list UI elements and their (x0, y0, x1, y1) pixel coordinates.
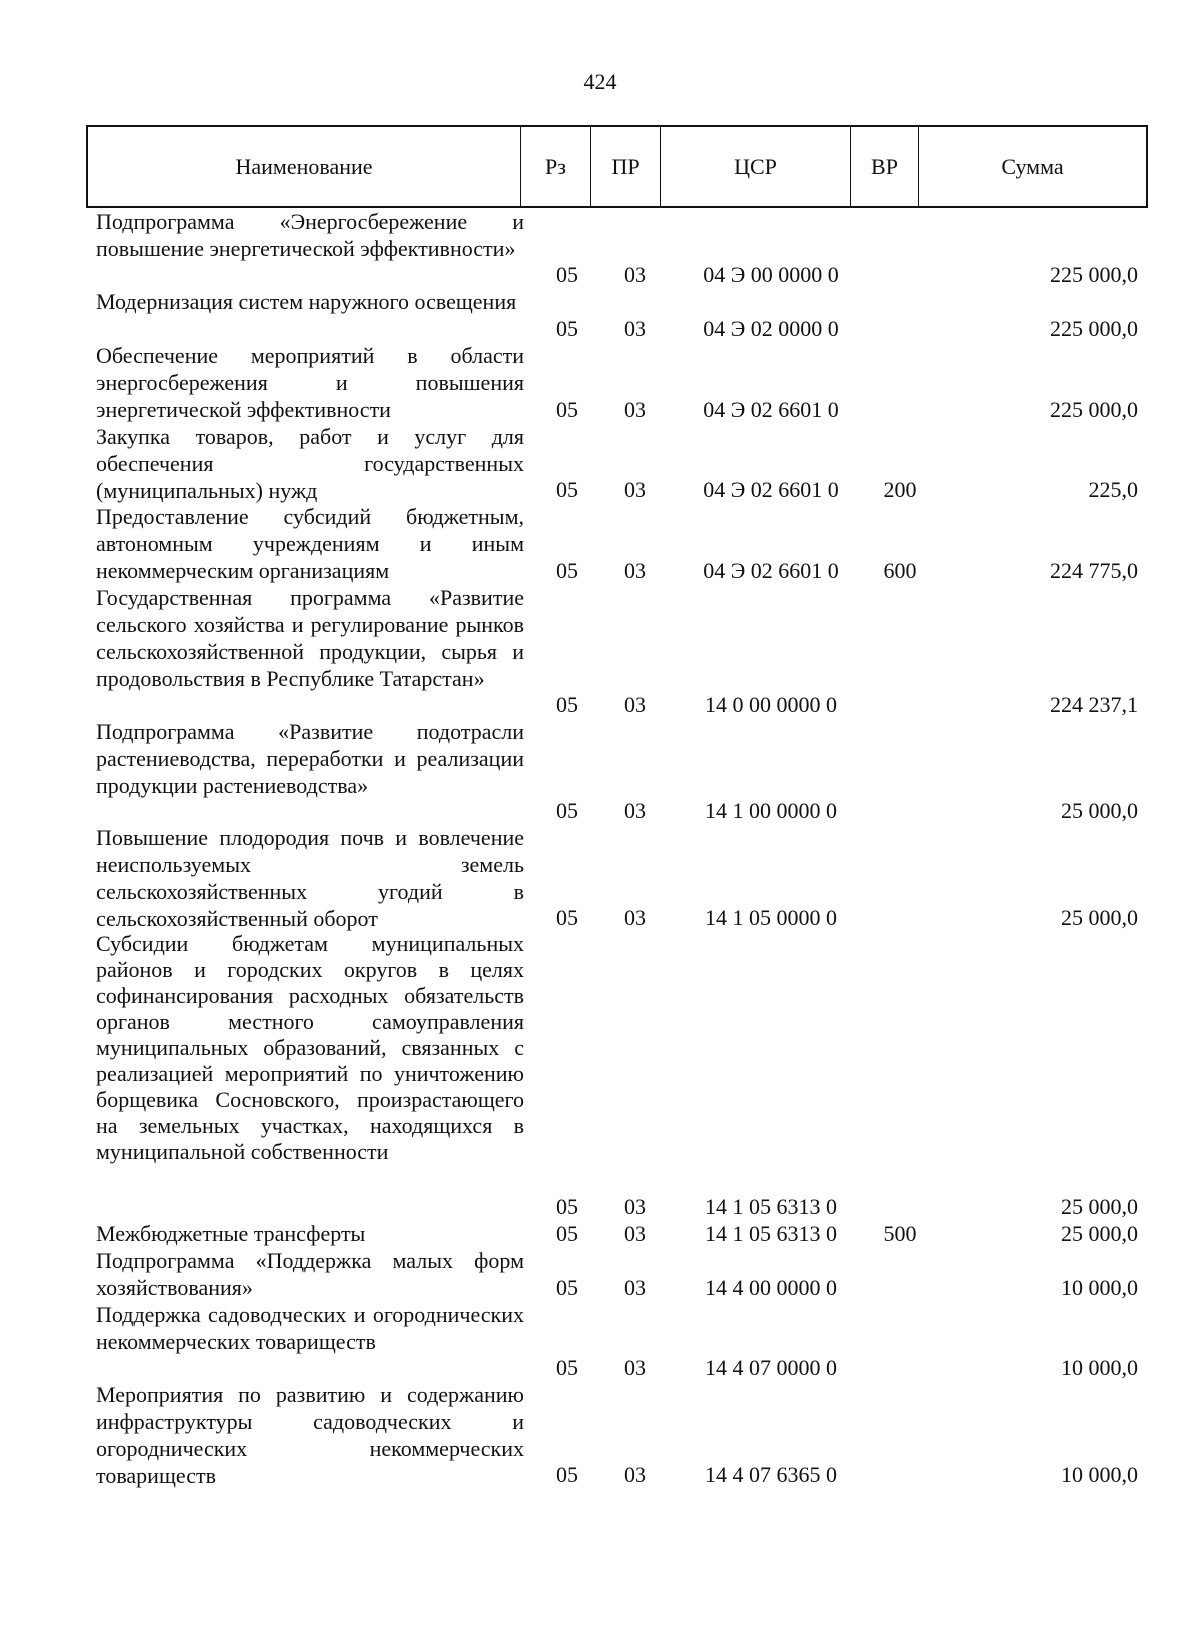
row-vr: 600 (883, 558, 917, 583)
row-rz: 05 (556, 692, 578, 717)
row-sum: 25 000,0 (1061, 1221, 1138, 1246)
row-name: Подпрограмма «Поддержка малых форм хозяйствования» (96, 1248, 524, 1300)
table-row (0, 1381, 1200, 1488)
table-row (0, 1247, 1200, 1301)
row-name: Мероприятия по развитию и содержанию инфраструктуры садоводческих и огороднических некоммерческих товариществ (96, 1382, 524, 1488)
row-csr: 04 Э 02 6601 0 (703, 477, 839, 502)
row-name: Повышение плодородия почв и вовлечение неиспользуемых земель сельскохозяйственных угодий в сельскохозяйственный оборот (96, 825, 524, 931)
page-number: 424 (583, 69, 617, 94)
row-name: Подпрограмма «Развитие подотрасли растениеводства, переработки и реализации продукции растениеводства» (96, 719, 524, 798)
table-row (0, 208, 1200, 288)
table-row (0, 423, 1200, 503)
table-row (0, 1220, 1200, 1247)
row-csr: 04 Э 02 0000 0 (703, 316, 839, 341)
row-rz: 05 (556, 558, 578, 583)
column-header-rz: Рз (521, 127, 591, 206)
column-header-pr: ПР (591, 127, 661, 206)
row-csr: 14 1 05 6313 0 (705, 1194, 837, 1219)
row-name: Поддержка садоводческих и огороднических некоммерческих товариществ (96, 1302, 524, 1354)
row-rz: 05 (556, 798, 578, 823)
row-rz: 05 (556, 397, 578, 422)
table-header (86, 125, 1148, 208)
table-row (0, 342, 1200, 423)
row-sum: 10 000,0 (1061, 1355, 1138, 1380)
row-sum: 225,0 (1088, 477, 1138, 502)
row-pr: 03 (624, 1462, 646, 1487)
row-sum: 225 000,0 (1050, 262, 1138, 287)
column-header-name: Наименование (88, 127, 521, 206)
row-sum: 224 237,1 (1050, 692, 1138, 717)
column-header-sum: Сумма (1001, 153, 1064, 179)
row-sum: 10 000,0 (1061, 1462, 1138, 1487)
table-row (0, 503, 1200, 584)
row-pr: 03 (624, 1355, 646, 1380)
row-csr: 14 1 00 0000 0 (705, 798, 837, 823)
row-pr: 03 (624, 477, 646, 502)
row-csr: 14 0 00 0000 0 (705, 692, 837, 717)
row-pr: 03 (624, 1221, 646, 1246)
row-name: Субсидии бюджетам муниципальных районов и городских округов в целях софинансирования расходных обязательств органов местного самоуправления муниципальных образований, связанных с реализацией мероприятий по уничтожению борщевика Сосновского, произрастающего на земельных участках, находящихся в муниципальной собственности (96, 931, 524, 1164)
row-pr: 03 (624, 1275, 646, 1300)
table-row (0, 584, 1200, 718)
row-sum: 225 000,0 (1050, 397, 1138, 422)
row-csr: 04 Э 00 0000 0 (703, 262, 839, 287)
row-sum: 25 000,0 (1061, 905, 1138, 930)
row-rz: 05 (556, 1355, 578, 1380)
row-sum: 25 000,0 (1061, 798, 1138, 823)
table-body (0, 208, 1200, 1488)
row-csr: 04 Э 02 6601 0 (703, 397, 839, 422)
row-pr: 03 (624, 1194, 646, 1219)
row-rz: 05 (556, 1275, 578, 1300)
row-rz: 05 (556, 1462, 578, 1487)
column-header-csr: ЦСР (661, 127, 851, 206)
row-csr: 14 1 05 0000 0 (705, 905, 837, 930)
row-rz: 05 (556, 262, 578, 287)
row-rz: 05 (556, 1194, 578, 1219)
row-name: Межбюджетные трансферты (96, 1221, 366, 1246)
row-csr: 14 4 07 6365 0 (705, 1462, 837, 1487)
row-pr: 03 (624, 316, 646, 341)
row-pr: 03 (624, 397, 646, 422)
row-csr: 14 1 05 6313 0 (705, 1221, 837, 1246)
row-sum: 25 000,0 (1061, 1194, 1138, 1219)
row-pr: 03 (624, 262, 646, 287)
row-sum: 10 000,0 (1061, 1275, 1138, 1300)
row-vr: 200 (883, 477, 917, 502)
row-sum: 224 775,0 (1050, 558, 1138, 583)
table-row (0, 1301, 1200, 1381)
row-name: Предоставление субсидий бюджетным, автономным учреждениям и иным некоммерческим организациям (96, 504, 524, 583)
row-vr: 500 (883, 1221, 917, 1246)
table-row (0, 288, 1200, 342)
table-row (0, 931, 1200, 1220)
row-pr: 03 (624, 692, 646, 717)
row-pr: 03 (624, 798, 646, 823)
row-rz: 05 (556, 316, 578, 341)
row-name: Модернизация систем наружного освещения (96, 289, 517, 314)
row-pr: 03 (624, 558, 646, 583)
row-name: Государственная программа «Развитие сельского хозяйства и регулирование рынков сельскохозяйственной продукции, сырья и продовольствия в Республике Татарстан» (96, 585, 524, 691)
row-name: Подпрограмма «Энергосбережение и повышение энергетической эффективности» (96, 209, 524, 261)
row-rz: 05 (556, 477, 578, 502)
row-rz: 05 (556, 1221, 578, 1246)
row-name: Обеспечение мероприятий в области энергосбережения и повышения энергетической эффективности (96, 343, 524, 422)
row-sum: 225 000,0 (1050, 316, 1138, 341)
row-name: Закупка товаров, работ и услуг для обеспечения государственных (муниципальных) нужд (96, 424, 524, 503)
table-row (0, 824, 1200, 931)
row-csr: 14 4 00 0000 0 (705, 1275, 837, 1300)
column-header-vr: ВР (851, 127, 919, 206)
row-csr: 04 Э 02 6601 0 (703, 558, 839, 583)
row-pr: 03 (624, 905, 646, 930)
row-csr: 14 4 07 0000 0 (705, 1355, 837, 1380)
table-row (0, 718, 1200, 824)
row-rz: 05 (556, 905, 578, 930)
